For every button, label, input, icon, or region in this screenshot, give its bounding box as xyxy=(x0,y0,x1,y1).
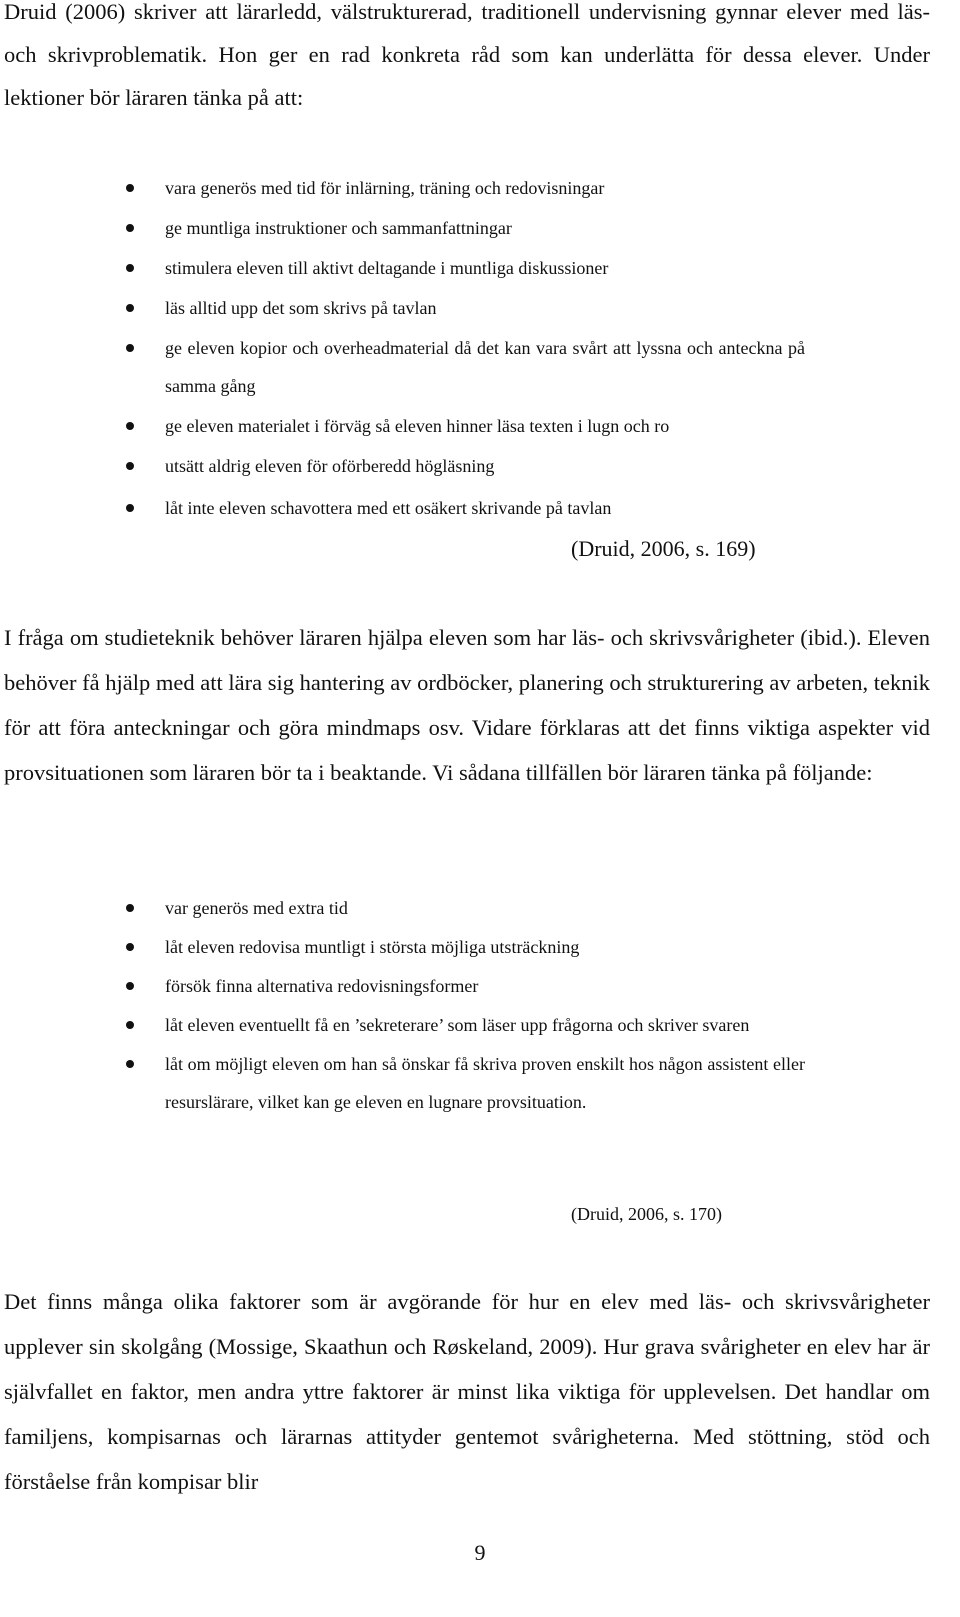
bullet-icon xyxy=(126,224,134,232)
bullet-icon xyxy=(126,943,134,951)
list-item: stimulera eleven till aktivt deltagande i muntliga diskussioner xyxy=(0,249,805,287)
list-item: låt inte eleven schavottera med ett osäkert skrivande på tavlan xyxy=(0,489,805,527)
intro-paragraph: Druid (2006) skriver att lärarledd, välstrukturerad, traditionell undervisning gynnar elever med läs- och skrivproblematik. Hon ger en rad konkreta råd som kan underlätta för dessa elever. Under lektioner bör läraren tänka på att: xyxy=(4,0,930,110)
exam-advice-list xyxy=(0,889,960,1121)
bullet-icon xyxy=(126,904,134,912)
list-item: ge muntliga instruktioner och sammanfattningar xyxy=(0,209,805,247)
bullet-icon xyxy=(126,504,134,512)
citation: (Druid, 2006, s. 170) xyxy=(571,1204,722,1224)
list-item: vara generös med tid för inlärning, träning och redovisningar xyxy=(0,169,805,207)
list-item: ge eleven materialet i förväg så eleven hinner läsa texten i lugn och ro xyxy=(0,407,805,445)
bullet-icon xyxy=(126,462,134,470)
citation: (Druid, 2006, s. 169) xyxy=(571,536,756,561)
page-number: 9 xyxy=(474,1540,486,1565)
bullet-icon xyxy=(126,982,134,990)
list-item: ge eleven kopior och overheadmaterial då det kan vara svårt att lyssna och anteckna på samma gång xyxy=(0,329,805,405)
list-item: försök finna alternativa redovisningsformer xyxy=(0,967,805,1005)
list-item: låt om möjligt eleven om han så önskar få skriva proven enskilt hos någon assistent eller resurslärare, vilket kan ge eleven en lugnare provsituation. xyxy=(0,1045,805,1121)
bullet-icon xyxy=(126,422,134,430)
factors-paragraph: Det finns många olika faktorer som är avgörande för hur en elev med läs- och skrivsvårigheter upplever sin skolgång (Mossige, Skaathun och Røskeland, 2009). Hur grava svårigheter en elev har är självfallet en faktor, men andra yttre faktorer är minst lika viktiga för upplevelsen. Det handlar om familjens, kompisarnas och lärarnas attityder gentemot svårigheterna. Med stöttning, stöd och förståelse från kompisar blir xyxy=(4,1289,930,1494)
bullet-icon xyxy=(126,184,134,192)
bullet-icon xyxy=(126,264,134,272)
bullet-icon xyxy=(126,344,134,352)
list-item: låt eleven redovisa muntligt i största möjliga utsträckning xyxy=(0,928,805,966)
list-item: var generös med extra tid xyxy=(0,889,805,927)
bullet-icon xyxy=(126,1021,134,1029)
bullet-icon xyxy=(126,304,134,312)
list-item: läs alltid upp det som skrivs på tavlan xyxy=(0,289,805,327)
list-item: utsätt aldrig eleven för oförberedd högläsning xyxy=(0,447,805,485)
lesson-advice-list xyxy=(0,169,960,527)
list-item: låt eleven eventuellt få en ’sekreterare’ som läser upp frågorna och skriver svaren xyxy=(0,1006,805,1044)
bullet-icon xyxy=(126,1060,134,1068)
study-technique-paragraph: I fråga om studieteknik behöver läraren hjälpa eleven som har läs- och skrivsvårigheter (ibid.). Eleven behöver få hjälp med att lära sig hantering av ordböcker, planering och strukturering av arbeten, teknik för att föra anteckningar och göra mindmaps osv. Vidare förklaras att det finns viktiga aspekter vid provsituationen som läraren bör ta i beaktande. Vi sådana tillfällen bör läraren tänka på följande: xyxy=(4,625,930,785)
